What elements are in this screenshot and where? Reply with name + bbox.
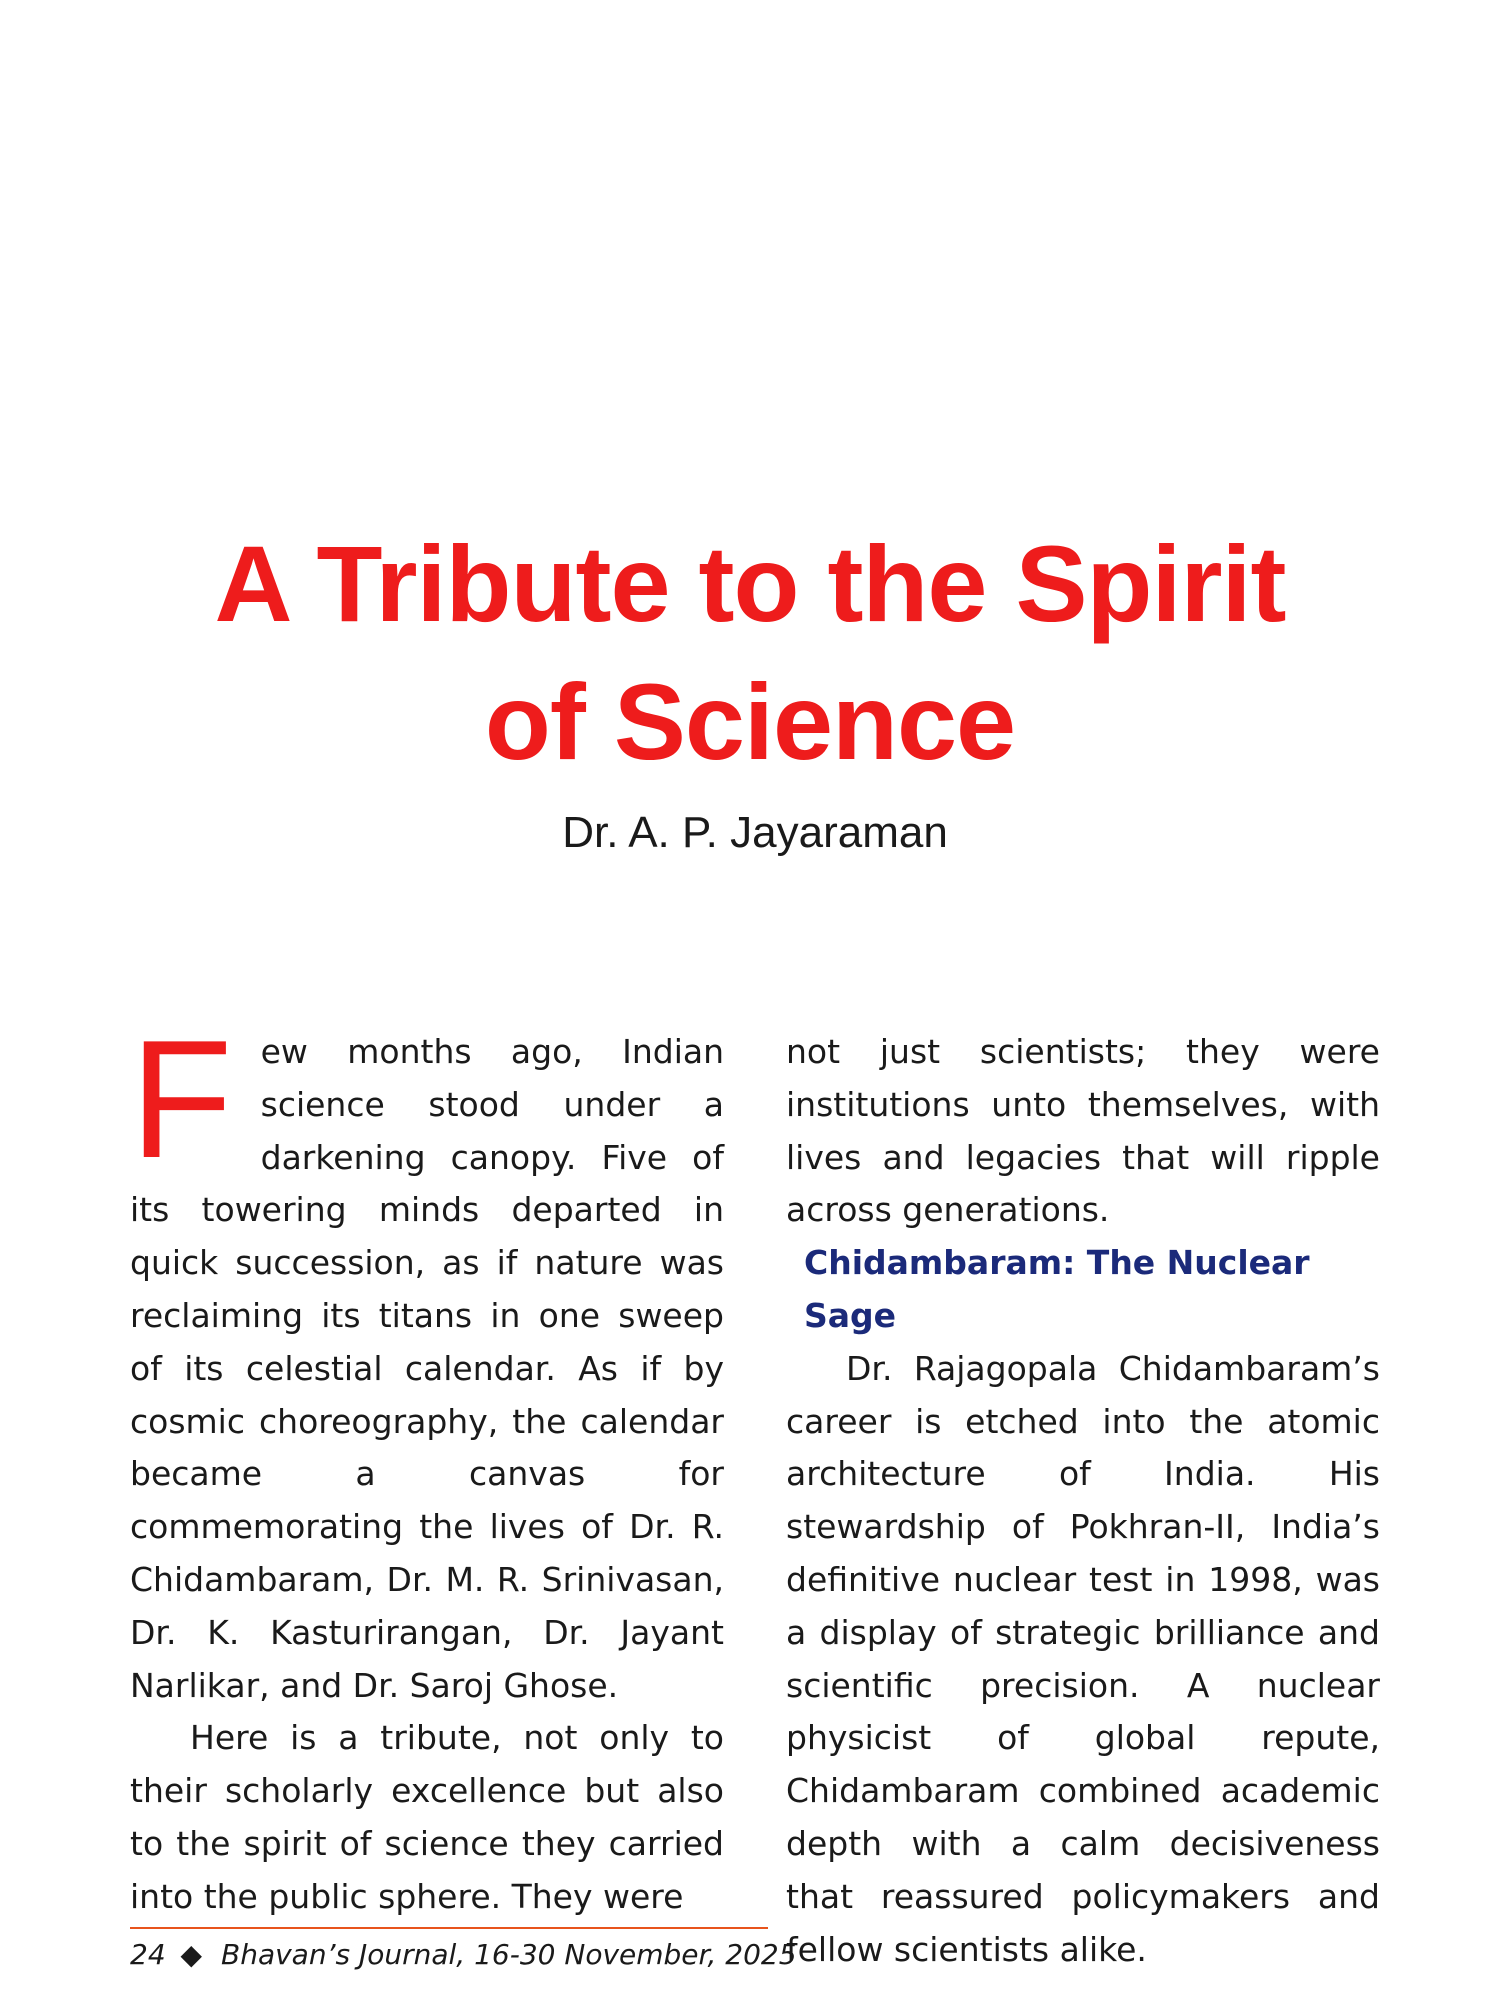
intro-paragraph-text: ew months ago, Indian science stood under a darkening canopy. Five of its towering minds departed in quick succession, as if nature was reclaiming its titans in one sweep of its celestial calendar. As if by cosmic choreography, the calendar became a canvas for commemorating the lives of Dr. R. Chidambaram, Dr. M. R. Srinivasan, Dr. K. Kasturirangan, Dr. Jayant Narlikar, and Dr. Saroj Ghose.	[130, 1032, 724, 1705]
tribute-paragraph: Here is a tribute, not only to their scholarly excellence but also to the spirit of science they carried into the public sphere. They were	[130, 1718, 724, 1916]
footer-rule	[130, 1927, 768, 1929]
title-line-2: of Science	[484, 661, 1016, 782]
intro-paragraph	[130, 1005, 724, 1712]
section-subhead: Chidambaram: The Nuclear Sage	[804, 1243, 1310, 1335]
right-column	[786, 1026, 1380, 1976]
page-number: 24	[130, 1938, 166, 1971]
left-column	[130, 1005, 724, 1924]
author-byline: Dr. A. P. Jayaraman	[562, 808, 948, 857]
drop-cap: F	[130, 1005, 233, 1193]
continuation-paragraph: not just scientists; they were institutions unto themselves, with lives and legacies that will ripple across generations.	[786, 1032, 1380, 1230]
diamond-icon: ◆	[180, 1938, 203, 1971]
page-footer	[130, 1938, 797, 1971]
title-line-1: A Tribute to the Spirit	[214, 523, 1286, 644]
chidambaram-paragraph: Dr. Rajagopala Chidambaram’s career is etched into the atomic architecture of India. His stewardship of Pokhran-II, India’s definitive nuclear test in 1998, was a display of strategic brilliance and scientific precision. A nuclear physicist of global repute, Chidambaram combined academic depth with a calm decisiveness that reassured policymakers and fellow scientists alike.	[786, 1348, 1380, 1969]
journal-info: Bhavan’s Journal, 16-30 November, 2025	[221, 1938, 797, 1971]
article-title	[0, 515, 1500, 791]
